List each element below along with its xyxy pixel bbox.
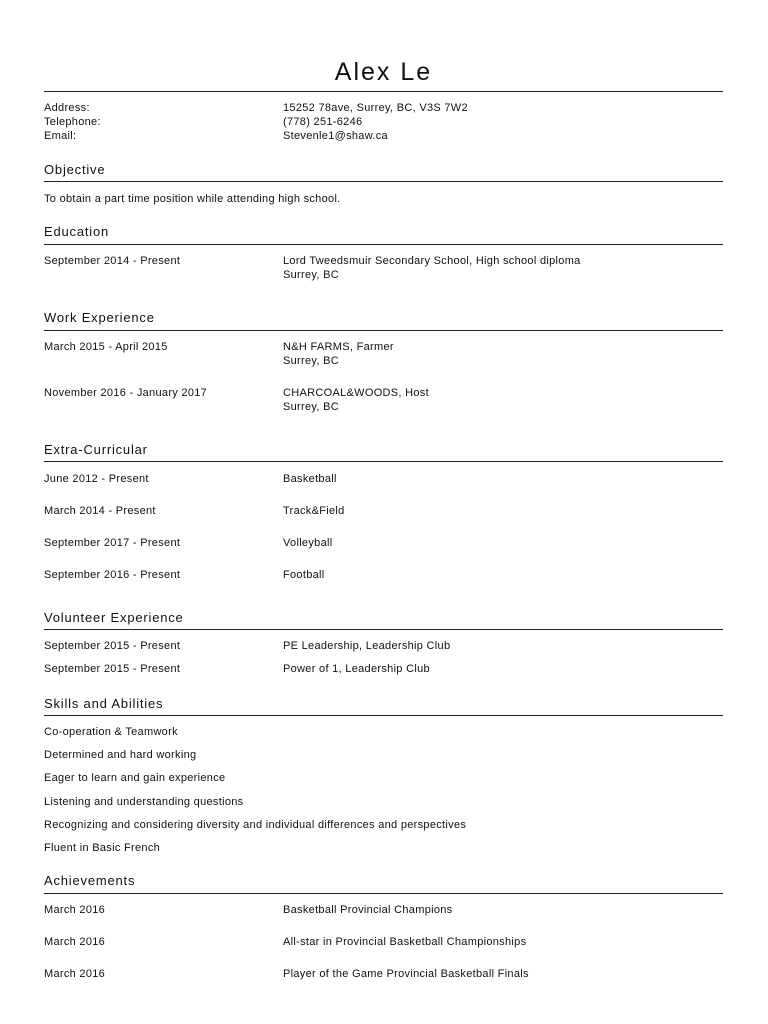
volunteer-heading: Volunteer Experience	[44, 610, 184, 625]
extracurricular-activity: Volleyball	[283, 537, 333, 549]
education-date: September 2014 - Present	[44, 255, 181, 267]
achievements-rule	[44, 893, 723, 894]
education-heading: Education	[44, 224, 110, 239]
volunteer-date: September 2015 - Present	[44, 640, 181, 652]
work-date: November 2016 - January 2017	[44, 387, 208, 399]
skill-item: Co-operation & Teamwork	[44, 726, 178, 738]
contact-values	[283, 101, 468, 143]
volunteer-activity: PE Leadership, Leadership Club	[283, 640, 451, 652]
skill-item: Recognizing and considering diversity and individual differences and perspectives	[44, 819, 467, 831]
achievement-date: March 2016	[44, 904, 106, 916]
work-rule	[44, 330, 723, 331]
contact-labels	[44, 101, 101, 143]
education-rule	[44, 244, 723, 245]
work-employer: N&H FARMS, Farmer	[283, 341, 394, 353]
extracurricular-heading: Extra-Curricular	[44, 442, 148, 457]
achievement-text: All-star in Provincial Basketball Championships	[283, 936, 527, 948]
objective-rule	[44, 181, 723, 182]
education-location: Surrey, BC	[283, 269, 339, 281]
volunteer-date: September 2015 - Present	[44, 663, 181, 675]
skill-item: Eager to learn and gain experience	[44, 772, 226, 784]
extracurricular-activity: Track&Field	[283, 505, 345, 517]
email-label: Email:	[44, 130, 77, 142]
work-location: Surrey, BC	[283, 355, 339, 367]
achievement-date: March 2016	[44, 968, 106, 980]
achievement-date: March 2016	[44, 936, 106, 948]
work-location: Surrey, BC	[283, 401, 339, 413]
achievements-heading: Achievements	[44, 873, 136, 888]
address-label: Address:	[44, 102, 90, 114]
skills-heading: Skills and Abilities	[44, 696, 164, 711]
work-employer: CHARCOAL&WOODS, Host	[283, 387, 429, 399]
extracurricular-activity: Basketball	[283, 473, 337, 485]
telephone-value: (778) 251-6246	[283, 116, 363, 128]
extracurricular-date: September 2016 - Present	[44, 569, 181, 581]
objective-text: To obtain a part time position while attending high school.	[44, 193, 341, 205]
work-entry	[283, 340, 394, 368]
extracurricular-date: June 2012 - Present	[44, 473, 149, 485]
objective-heading: Objective	[44, 162, 106, 177]
achievement-text: Player of the Game Provincial Basketball Finals	[283, 968, 529, 980]
achievement-text: Basketball Provincial Champions	[283, 904, 453, 916]
header-rule	[44, 91, 723, 92]
extracurricular-rule	[44, 461, 723, 462]
skill-item: Listening and understanding questions	[44, 796, 244, 808]
skill-item: Fluent in Basic French	[44, 842, 161, 854]
resume-name: Alex Le	[334, 58, 433, 86]
education-school: Lord Tweedsmuir Secondary School, High school diploma	[283, 255, 581, 267]
email-value: Stevenle1@shaw.ca	[283, 130, 388, 142]
volunteer-activity: Power of 1, Leadership Club	[283, 663, 430, 675]
skills-rule	[44, 715, 723, 716]
education-entry	[283, 254, 581, 282]
work-entry	[283, 386, 429, 414]
extracurricular-activity: Football	[283, 569, 325, 581]
extracurricular-date: September 2017 - Present	[44, 537, 181, 549]
skill-item: Determined and hard working	[44, 749, 197, 761]
work-date: March 2015 - April 2015	[44, 341, 168, 353]
extracurricular-date: March 2014 - Present	[44, 505, 156, 517]
address-value: 15252 78ave, Surrey, BC, V3S 7W2	[283, 102, 468, 114]
telephone-label: Telephone:	[44, 116, 101, 128]
work-heading: Work Experience	[44, 310, 155, 325]
volunteer-rule	[44, 629, 723, 630]
